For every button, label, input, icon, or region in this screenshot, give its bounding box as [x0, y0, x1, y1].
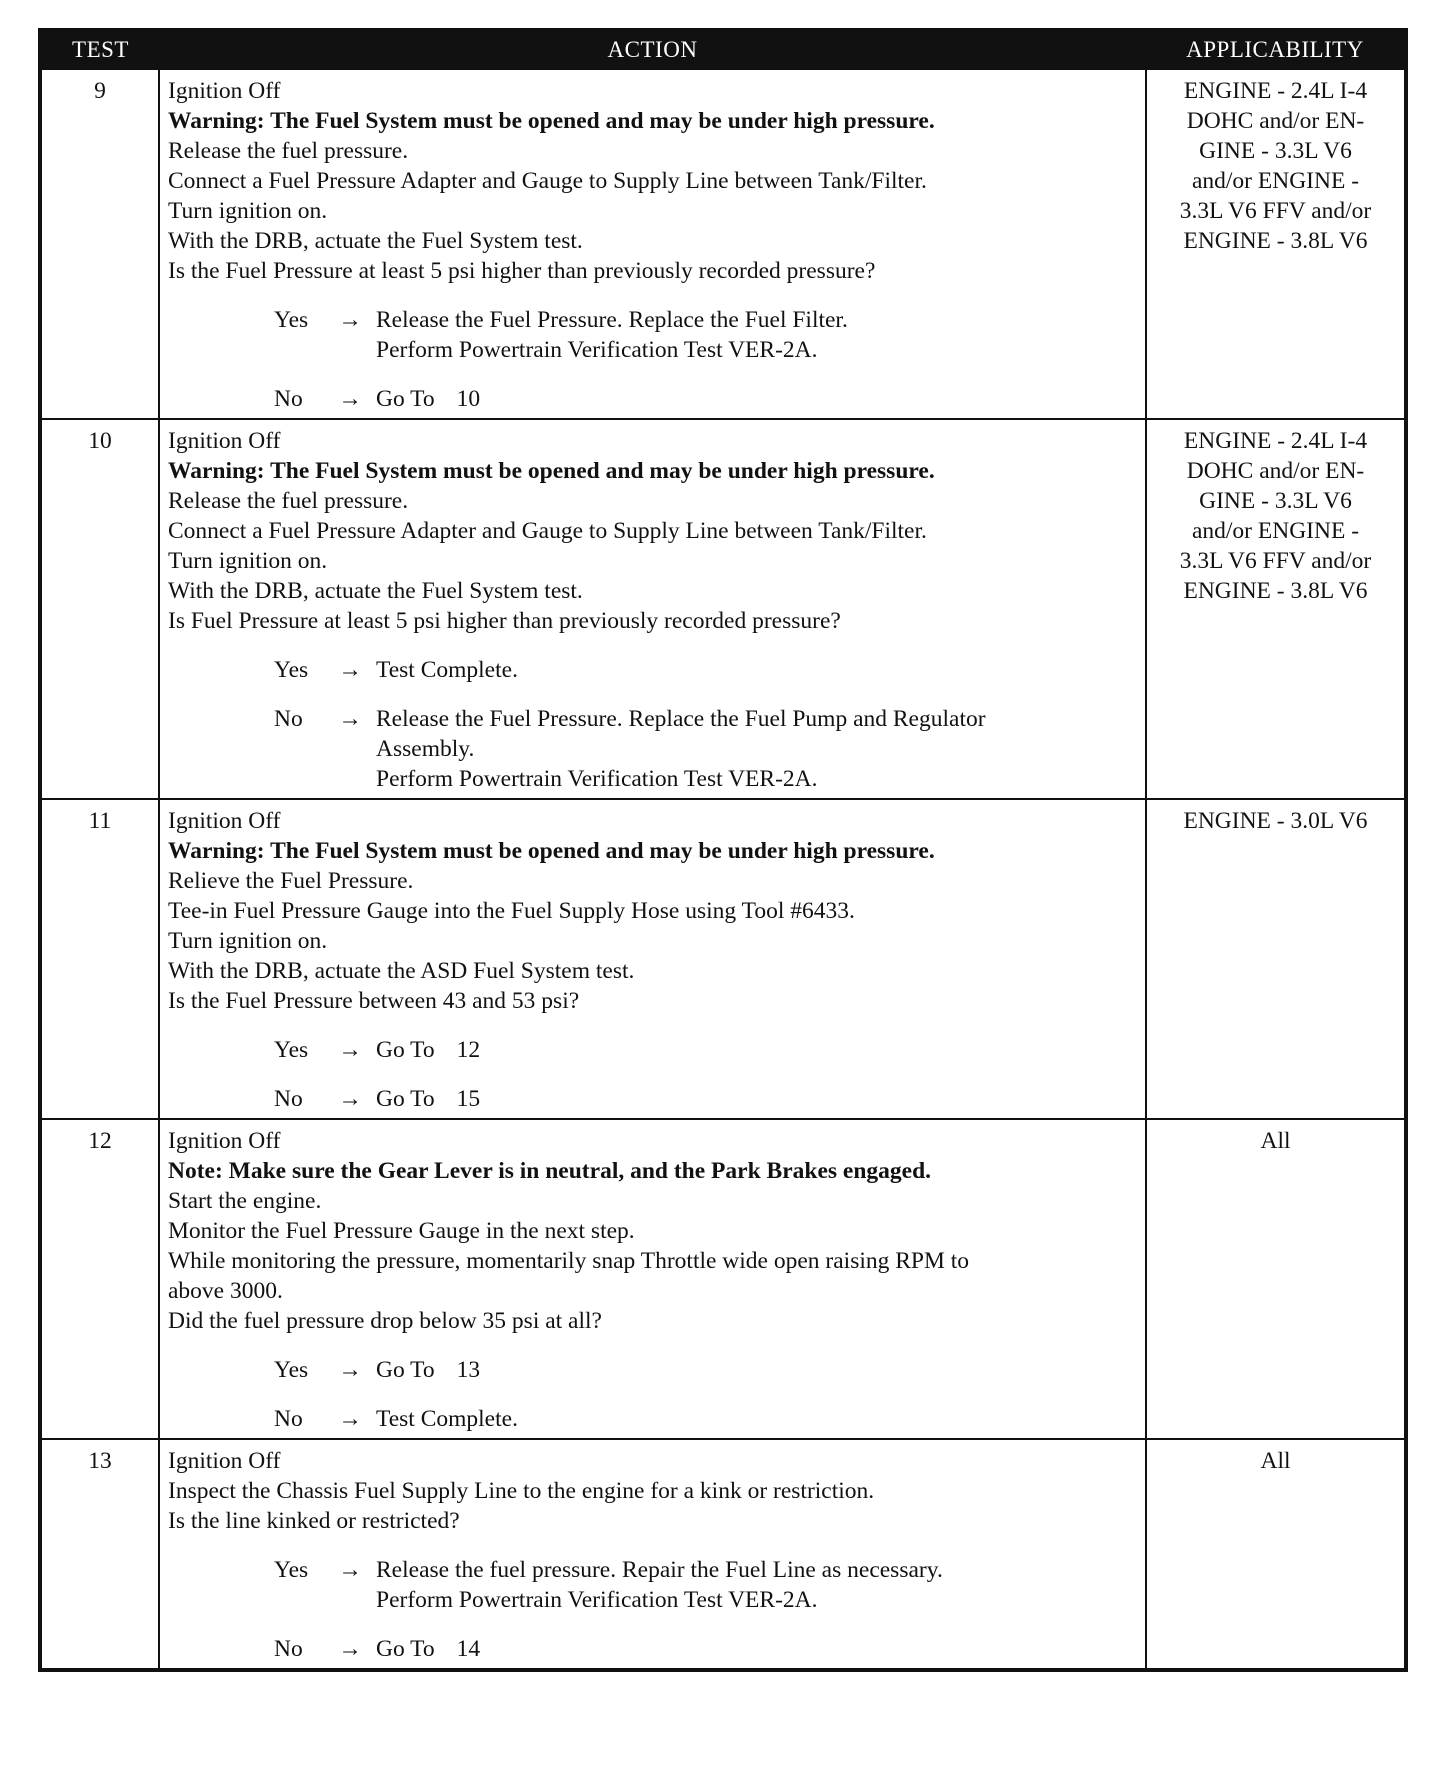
action-cell	[159, 69, 1146, 419]
result-line: Perform Powertrain Verification Test VER-2A.	[376, 337, 818, 363]
answer-result	[376, 1634, 1139, 1664]
result-line: Perform Powertrain Verification Test VER-2A.	[376, 766, 818, 792]
answer-label: Yes	[274, 307, 309, 333]
action-line: Connect a Fuel Pressure Adapter and Gauge to Supply Line between Tank/Filter.	[168, 168, 927, 194]
action-line: Is the Fuel Pressure at least 5 psi higher than previously recorded pressure?	[168, 258, 876, 284]
arrow-right-icon: →	[338, 657, 362, 683]
warning-line: Warning: The Fuel System must be opened and may be under high pressure.	[168, 838, 935, 864]
header-applicability: APPLICABILITY	[1146, 30, 1406, 69]
action-line: Is the Fuel Pressure between 43 and 53 psi?	[168, 988, 580, 1014]
action-cell	[159, 419, 1146, 799]
test-number: 13	[40, 1439, 159, 1670]
applicability-line: ENGINE - 3.8L V6	[1183, 228, 1368, 254]
action-line: With the DRB, actuate the Fuel System test.	[168, 228, 583, 254]
goto-test-number: 10	[456, 386, 481, 412]
action-line: Turn ignition on.	[168, 198, 328, 224]
action-line: Monitor the Fuel Pressure Gauge in the next step.	[168, 1218, 635, 1244]
answer-label: Yes	[274, 1357, 309, 1383]
table-header-row	[40, 30, 1406, 69]
result-line: Perform Powertrain Verification Test VER-2A.	[376, 1587, 818, 1613]
action-line: With the DRB, actuate the ASD Fuel System test.	[168, 958, 635, 984]
action-line: Is the line kinked or restricted?	[168, 1508, 460, 1534]
result-line: Release the fuel pressure. Repair the Fuel Line as necessary.	[376, 1557, 943, 1583]
applicability-line: ENGINE - 3.8L V6	[1183, 578, 1368, 604]
applicability-cell	[1146, 799, 1406, 1119]
applicability-line: DOHC and/or EN-	[1186, 108, 1365, 134]
answer-result	[376, 1035, 1139, 1065]
test-number: 9	[40, 69, 159, 419]
applicability-line: and/or ENGINE -	[1191, 518, 1360, 544]
applicability-line: 3.3L V6 FFV and/or	[1179, 548, 1372, 574]
answer-no	[274, 1634, 1139, 1664]
answer-result	[376, 1084, 1139, 1114]
answer-no	[274, 1084, 1139, 1114]
answer-yes	[274, 1555, 1139, 1615]
answer-result	[376, 1555, 1139, 1615]
answer-yes	[274, 655, 1139, 685]
action-line: Relieve the Fuel Pressure.	[168, 868, 414, 894]
action-line: Start the engine.	[168, 1188, 322, 1214]
goto-test-number: 15	[456, 1086, 481, 1112]
goto-label: Go To	[376, 1636, 435, 1662]
arrow-right-icon: →	[338, 1406, 362, 1432]
result-line: Test Complete.	[376, 1406, 518, 1432]
answer-result	[376, 384, 1139, 414]
arrow-right-icon: →	[338, 1086, 362, 1112]
goto-label: Go To	[376, 1037, 435, 1063]
header-action: ACTION	[159, 30, 1146, 69]
action-line: Ignition Off	[168, 428, 281, 454]
answer-label: Yes	[274, 1037, 309, 1063]
action-cell	[159, 1439, 1146, 1670]
action-line: Did the fuel pressure drop below 35 psi at all?	[168, 1308, 602, 1334]
table-row	[40, 799, 1406, 1119]
answer-no	[274, 704, 1139, 794]
applicability-line: and/or ENGINE -	[1191, 168, 1360, 194]
action-line: Turn ignition on.	[168, 928, 328, 954]
answer-no	[274, 384, 1139, 414]
answer-result	[376, 1355, 1139, 1385]
arrow-right-icon: →	[338, 307, 362, 333]
goto-label: Go To	[376, 1357, 435, 1383]
arrow-right-icon: →	[338, 1636, 362, 1662]
diagnostic-procedure-page	[38, 28, 1404, 1672]
answer-result	[376, 1404, 1139, 1434]
answer-no	[274, 1404, 1139, 1434]
action-line: Turn ignition on.	[168, 548, 328, 574]
applicability-line: All	[1260, 1448, 1291, 1474]
answer-label: No	[274, 1406, 303, 1432]
arrow-right-icon: →	[338, 1357, 362, 1383]
action-line: While monitoring the pressure, momentarily snap Throttle wide open raising RPM to	[168, 1248, 970, 1274]
applicability-cell	[1146, 419, 1406, 799]
test-number: 10	[40, 419, 159, 799]
action-cell	[159, 1119, 1146, 1439]
table-row	[40, 419, 1406, 799]
test-number: 12	[40, 1119, 159, 1439]
diagnostic-test-table	[38, 28, 1408, 1672]
answer-label: No	[274, 1086, 303, 1112]
goto-test-number: 14	[456, 1636, 481, 1662]
action-line: Ignition Off	[168, 1448, 281, 1474]
answer-yes	[274, 305, 1139, 365]
applicability-cell	[1146, 69, 1406, 419]
applicability-cell	[1146, 1119, 1406, 1439]
applicability-line: All	[1260, 1128, 1291, 1154]
applicability-line: GINE - 3.3L V6	[1199, 138, 1352, 164]
action-line: Release the fuel pressure.	[168, 138, 409, 164]
table-row	[40, 69, 1406, 419]
applicability-line: ENGINE - 3.0L V6	[1183, 808, 1368, 834]
answer-yes	[274, 1355, 1139, 1385]
warning-line: Warning: The Fuel System must be opened and may be under high pressure.	[168, 108, 935, 134]
result-line: Test Complete.	[376, 657, 518, 683]
applicability-line: ENGINE - 2.4L I-4	[1183, 428, 1368, 454]
action-line: Ignition Off	[168, 808, 281, 834]
action-line: Inspect the Chassis Fuel Supply Line to the engine for a kink or restriction.	[168, 1478, 875, 1504]
result-line: Release the Fuel Pressure. Replace the Fuel Pump and Regulator	[376, 706, 986, 732]
goto-label: Go To	[376, 386, 435, 412]
answer-result	[376, 305, 1139, 365]
action-cell	[159, 799, 1146, 1119]
applicability-line: DOHC and/or EN-	[1186, 458, 1365, 484]
table-row	[40, 1119, 1406, 1439]
table-row	[40, 1439, 1406, 1670]
warning-line: Warning: The Fuel System must be opened and may be under high pressure.	[168, 458, 935, 484]
answer-label: No	[274, 706, 303, 732]
result-line: Release the Fuel Pressure. Replace the Fuel Filter.	[376, 307, 848, 333]
answer-yes	[274, 1035, 1139, 1065]
action-line: Ignition Off	[168, 1128, 281, 1154]
arrow-right-icon: →	[338, 706, 362, 732]
goto-label: Go To	[376, 1086, 435, 1112]
goto-test-number: 13	[456, 1357, 481, 1383]
arrow-right-icon: →	[338, 386, 362, 412]
action-line: Ignition Off	[168, 78, 281, 104]
table-body	[40, 69, 1406, 1670]
answer-label: No	[274, 1636, 303, 1662]
answer-label: No	[274, 386, 303, 412]
answer-label: Yes	[274, 1557, 309, 1583]
action-line: Connect a Fuel Pressure Adapter and Gauge to Supply Line between Tank/Filter.	[168, 518, 927, 544]
arrow-right-icon: →	[338, 1037, 362, 1063]
action-line: With the DRB, actuate the Fuel System test.	[168, 578, 583, 604]
test-number: 11	[40, 799, 159, 1119]
applicability-line: GINE - 3.3L V6	[1199, 488, 1352, 514]
action-line: Tee-in Fuel Pressure Gauge into the Fuel Supply Hose using Tool #6433.	[168, 898, 855, 924]
applicability-cell	[1146, 1439, 1406, 1670]
action-line: Is Fuel Pressure at least 5 psi higher than previously recorded pressure?	[168, 608, 841, 634]
answer-result	[376, 704, 1139, 794]
action-line: Release the fuel pressure.	[168, 488, 409, 514]
applicability-line: 3.3L V6 FFV and/or	[1179, 198, 1372, 224]
result-line: Assembly.	[376, 736, 475, 762]
goto-test-number: 12	[456, 1037, 481, 1063]
answer-label: Yes	[274, 657, 309, 683]
action-line: above 3000.	[168, 1278, 283, 1304]
arrow-right-icon: →	[338, 1557, 362, 1583]
warning-line: Note: Make sure the Gear Lever is in neutral, and the Park Brakes engaged.	[168, 1158, 932, 1184]
answer-result	[376, 655, 1139, 685]
header-test: TEST	[40, 30, 159, 69]
applicability-line: ENGINE - 2.4L I-4	[1183, 78, 1368, 104]
